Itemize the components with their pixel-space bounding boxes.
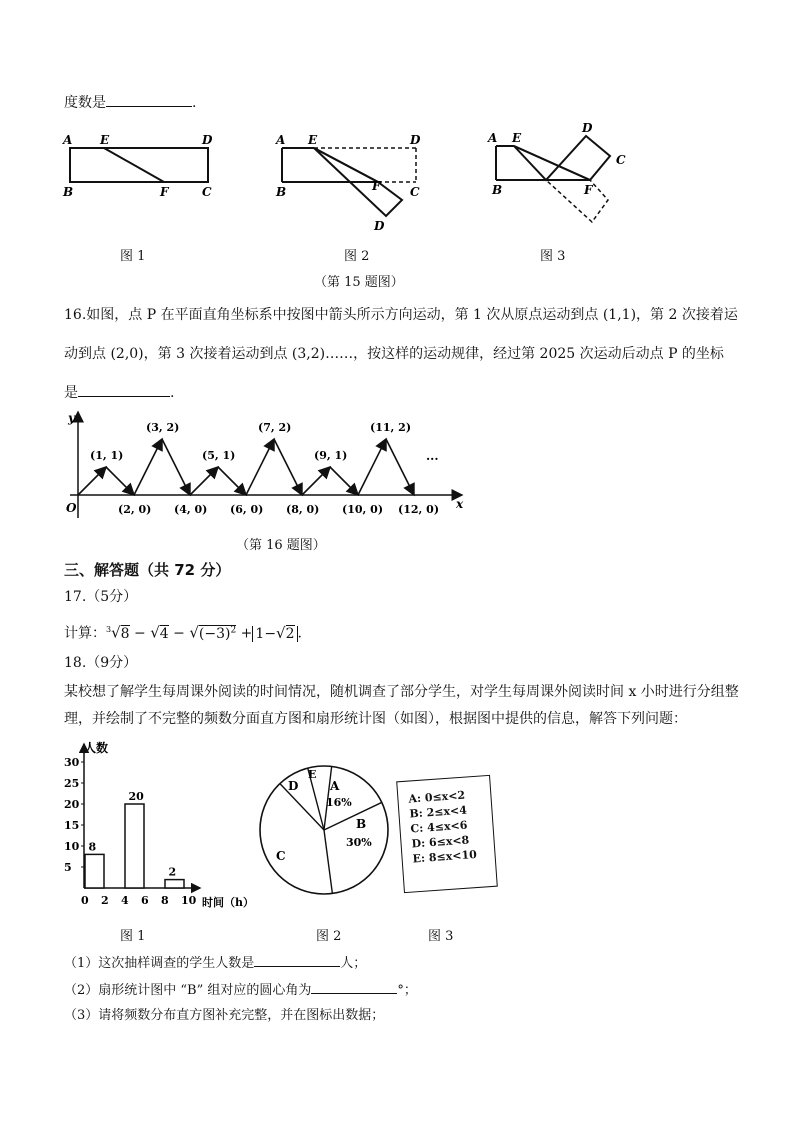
q16-line-3: 是 . (64, 382, 174, 403)
top-point-labels (90, 421, 411, 462)
y-tick-label: 5 (64, 861, 72, 874)
motion-segment (302, 467, 330, 495)
motion-segment (78, 467, 106, 495)
q18-sub-1: （1）这次抽样调查的学生人数是 人； (64, 952, 366, 974)
motion-segment (358, 439, 386, 495)
dashed-original (546, 180, 608, 222)
q18-sub-3: （3）请将频数分布直方图补充完整，并在图标出数据； (64, 1008, 385, 1023)
point-b-label: B (492, 183, 503, 197)
q15-figure-2 (274, 126, 434, 236)
bottom-point-label: (12, 0) (398, 503, 440, 516)
slice-d-label: D (288, 779, 299, 793)
point-a-label: A (276, 133, 286, 147)
point-d-folded-label: D (374, 219, 385, 233)
motion-segment (246, 439, 274, 495)
histogram-bar (85, 854, 104, 888)
q16-line-1: 16.如图，点 P 在平面直角坐标系中按图中箭头所示方向运动，第 1 次从原点运动到点 (1,1)，第 2 次接着运 (64, 307, 738, 323)
slice-e-label: E (308, 768, 317, 781)
motion-segment (386, 439, 414, 495)
fig1-name: 图 1 (120, 929, 146, 944)
rectangle-abcd (70, 148, 208, 182)
fold-line-ef (104, 148, 164, 182)
legend-item: A: 0≤x<2 (408, 788, 466, 806)
motion-segment (106, 467, 134, 495)
top-point-label: (9, 1) (314, 449, 348, 462)
point-b-label: B (63, 185, 74, 199)
slice-a-label: A (330, 779, 340, 793)
section-3-title: 三、解答题（共 72 分） (64, 561, 231, 579)
bar-value-label: 20 (128, 790, 144, 803)
x-axis-label: x (456, 497, 464, 511)
point-d-label: D (410, 133, 421, 147)
q16-line-2: 动到点 (2,0)，第 3 次接着运动到点 (3,2)……，按这样的运动规律，经过第 2025 次运动后动点 P 的坐标 (64, 346, 724, 362)
bar-value-label: 8 (88, 840, 97, 854)
y-axis-label: y (68, 411, 75, 425)
bottom-point-label: (4, 0) (174, 503, 208, 516)
legend-list (397, 776, 495, 867)
top-point-label: (1, 1) (90, 449, 124, 462)
folded-flap (514, 136, 610, 180)
q15-lead: 度数是 . (64, 92, 196, 113)
ellipsis: ... (426, 449, 439, 463)
motion-segment (190, 467, 218, 495)
q16-caption: （第 16 题图） (236, 538, 326, 553)
point-f-label: F (372, 179, 381, 193)
bottom-point-label: (2, 0) (118, 503, 152, 516)
q15-caption: （第 15 题图） (314, 275, 404, 290)
x-tick-label: 6 (141, 894, 149, 907)
motion-segment (218, 467, 246, 495)
slice-b-label: B (356, 817, 367, 831)
q18-sub2-blank[interactable] (311, 979, 397, 994)
slice-a-percent: 16% (326, 796, 352, 809)
bottom-point-label: (6, 0) (230, 503, 264, 516)
bars (85, 790, 184, 888)
motion-segment (330, 467, 358, 495)
point-e-label: E (100, 133, 110, 147)
q15-figure-1 (60, 126, 230, 216)
x-tick-label: 10 (181, 894, 197, 907)
q17-expression: 计算：$^3√8 - √4 - √(-3)^2 + 1-√2$ . (64, 623, 302, 642)
point-a-label: A (488, 131, 498, 145)
histogram (60, 738, 260, 918)
pie-slices (260, 766, 388, 894)
legend-item: D: 6≤x<8 (411, 833, 470, 851)
legend-item: E: 8≤x<10 (412, 847, 478, 866)
q18-para-2: 理，并绘制了不完整的频数分面直方图和扇形统计图（如图），根据图中提供的信息，解答下列问题： (64, 711, 687, 727)
legend-item: C: 4≤x<6 (410, 818, 468, 836)
top-point-label: (7, 2) (258, 421, 292, 434)
histogram-bar (125, 804, 144, 888)
point-e-label: E (308, 133, 318, 147)
y-tick-label: 10 (64, 840, 80, 853)
top-point-label: (5, 1) (202, 449, 236, 462)
fig3-name: 图 3 (428, 929, 454, 944)
top-point-label: (11, 2) (370, 421, 412, 434)
y-tick-label: 20 (64, 798, 80, 811)
q15-fig2-name: 图 2 (344, 249, 370, 264)
q15-figure-3 (486, 118, 636, 230)
legend-item: B: 2≤x<4 (409, 803, 468, 821)
pie-chart (254, 760, 394, 900)
q15-fig3-name: 图 3 (540, 249, 566, 264)
point-e-label: E (512, 131, 522, 145)
motion-segment (162, 439, 190, 495)
motion-segment (274, 439, 302, 495)
y-tick-label: 25 (64, 777, 80, 790)
bottom-point-label: (8, 0) (286, 503, 320, 516)
y-tick-label: 15 (64, 819, 80, 832)
top-point-label: (3, 2) (146, 421, 180, 434)
legend-box (396, 775, 498, 893)
bottom-point-label: (10, 0) (342, 503, 384, 516)
x-tick-label: 8 (161, 894, 169, 907)
q18-para-1: 某校想了解学生每周课外阅读的时间情况，随机调查了部分学生，对学生每周课外阅读时间 x 小时进行分组整 (64, 684, 739, 700)
y-tick-label: 30 (64, 756, 80, 769)
bar-value-label: 2 (168, 865, 177, 879)
motion-segment (134, 439, 162, 495)
origin-label: O (66, 501, 77, 515)
x-tick-label: 4 (121, 894, 129, 907)
q18-header: 18.（9分） (64, 655, 138, 671)
q16-figure (58, 408, 468, 526)
x-axis-label: 时间（h） (202, 896, 254, 909)
q18-sub-2: （2）扇形统计图中 “B” 组对应的圆心角为 °； (64, 979, 417, 1001)
point-f-label: F (584, 183, 593, 197)
x-tick-label: 2 (101, 894, 109, 907)
slice-b-percent: 30% (346, 836, 372, 849)
q15-fig1-name: 图 1 (120, 249, 146, 264)
x-tick-label: 0 (81, 894, 89, 907)
q18-sub1-blank[interactable] (254, 952, 340, 967)
point-c-label: C (616, 153, 626, 167)
q17-header: 17.（5分） (64, 589, 138, 605)
fig2-name: 图 2 (316, 929, 342, 944)
y-axis-label: 人数 (84, 741, 109, 755)
q15-answer-blank[interactable] (106, 92, 192, 107)
point-c-label: C (202, 185, 212, 199)
slice-c-label: C (276, 849, 286, 863)
point-b-label: B (276, 185, 287, 199)
point-a-label: A (63, 133, 73, 147)
motion-path (78, 439, 414, 495)
point-d-label: D (582, 121, 593, 135)
histogram-bar (165, 880, 184, 888)
q16-answer-blank[interactable] (78, 382, 170, 397)
bottom-point-labels (118, 503, 439, 516)
point-c-label: C (410, 185, 420, 199)
point-d-label: D (202, 133, 213, 147)
point-f-label: F (160, 185, 169, 199)
